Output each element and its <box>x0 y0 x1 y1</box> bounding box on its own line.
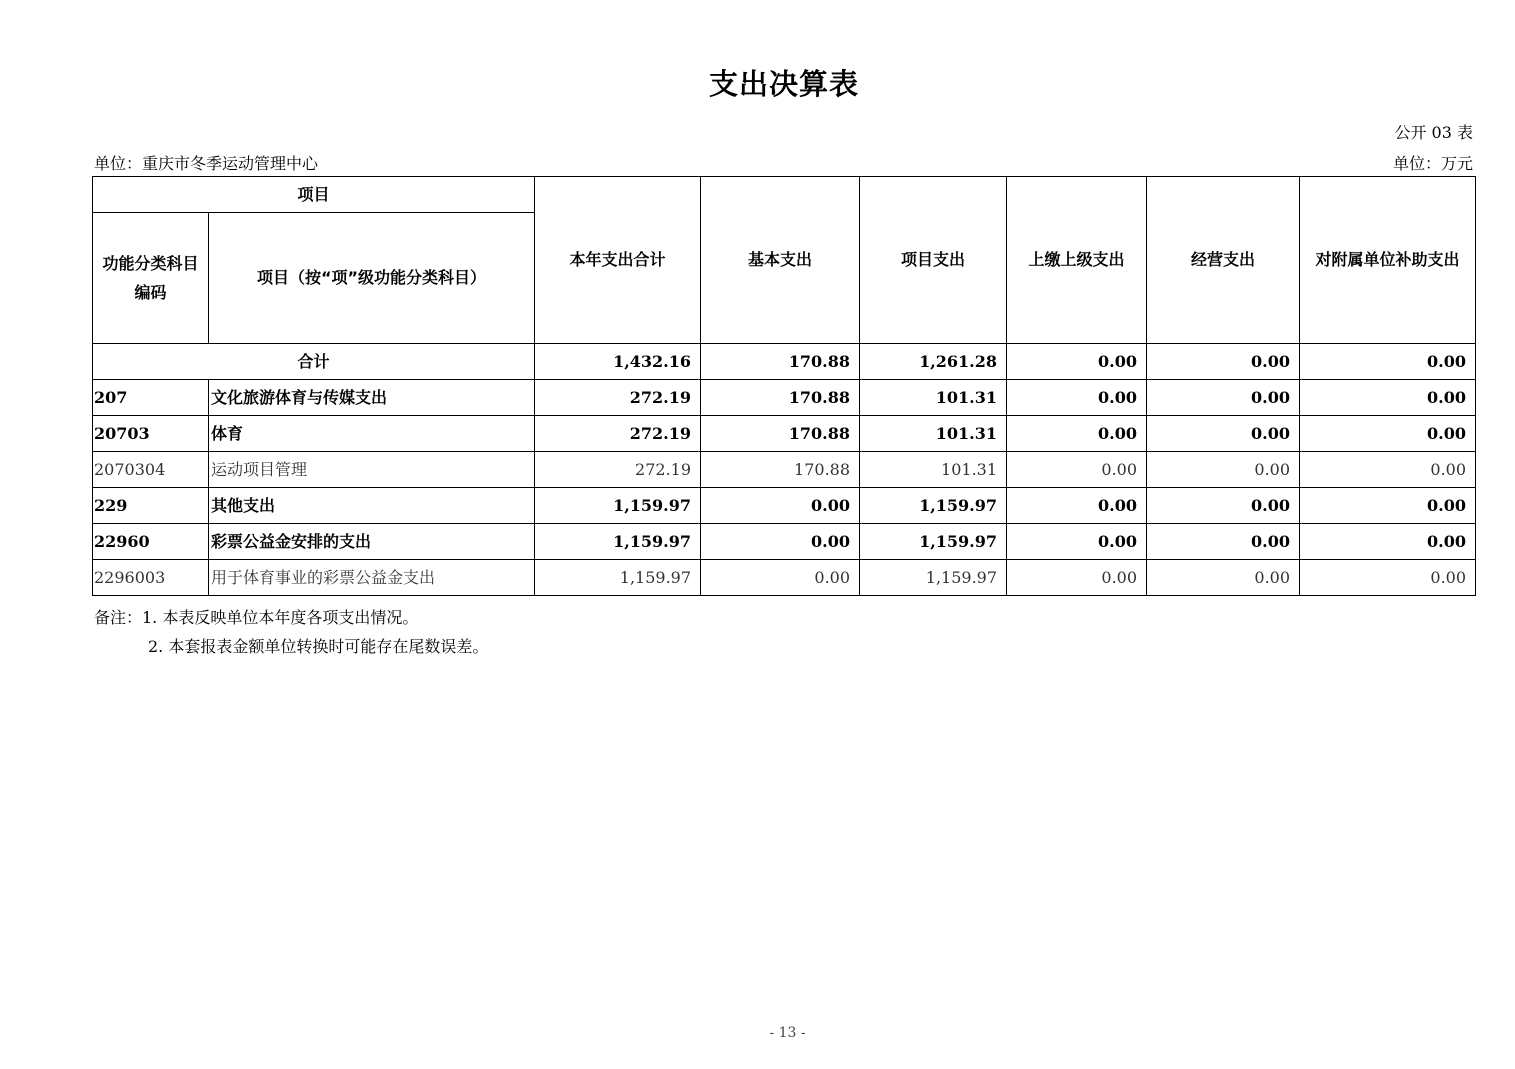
notes <box>94 603 488 661</box>
total-business: 0.00 <box>1147 344 1300 380</box>
row-name: 彩票公益金安排的支出 <box>209 524 535 560</box>
total-total: 1,432.16 <box>535 344 701 380</box>
header-upper: 上缴上级支出 <box>1007 177 1147 344</box>
row-project: 1,159.97 <box>860 560 1007 596</box>
total-upper: 0.00 <box>1007 344 1147 380</box>
row-name: 运动项目管理 <box>209 452 535 488</box>
total-label: 合计 <box>93 344 535 380</box>
row-basic: 170.88 <box>701 416 860 452</box>
row-subsidy: 0.00 <box>1300 416 1476 452</box>
expenditure-table <box>92 176 1476 596</box>
row-total: 1,159.97 <box>535 524 701 560</box>
row-name: 其他支出 <box>209 488 535 524</box>
page-title: 支出决算表 <box>708 67 859 101</box>
header-subsidy: 对附属单位补助支出 <box>1300 177 1476 344</box>
row-basic: 170.88 <box>701 452 860 488</box>
page-number: - 13 - <box>769 1025 806 1041</box>
header-row-1 <box>93 177 1476 213</box>
row-total: 1,159.97 <box>535 560 701 596</box>
total-subsidy: 0.00 <box>1300 344 1476 380</box>
row-name: 用于体育事业的彩票公益金支出 <box>209 560 535 596</box>
table-row <box>93 416 1476 452</box>
note-line-2: 2. 本套报表金额单位转换时可能存在尾数误差。 <box>148 637 489 656</box>
row-business: 0.00 <box>1147 416 1300 452</box>
table-row <box>93 452 1476 488</box>
table-row <box>93 524 1476 560</box>
row-business: 0.00 <box>1147 380 1300 416</box>
row-business: 0.00 <box>1147 452 1300 488</box>
form-code: 公开 03 表 <box>1394 123 1473 142</box>
row-upper: 0.00 <box>1007 416 1147 452</box>
row-code: 22960 <box>93 524 209 560</box>
header-basic: 基本支出 <box>701 177 860 344</box>
row-total: 272.19 <box>535 416 701 452</box>
row-upper: 0.00 <box>1007 524 1147 560</box>
row-project: 1,159.97 <box>860 488 1007 524</box>
header-project: 项目支出 <box>860 177 1007 344</box>
row-code: 2296003 <box>93 560 209 596</box>
row-project: 1,159.97 <box>860 524 1007 560</box>
row-total: 272.19 <box>535 452 701 488</box>
row-code: 2070304 <box>93 452 209 488</box>
note-line-1: 备注：1. 本表反映单位本年度各项支出情况。 <box>94 608 419 627</box>
header-business: 经营支出 <box>1147 177 1300 344</box>
total-project: 1,261.28 <box>860 344 1007 380</box>
row-project: 101.31 <box>860 416 1007 452</box>
row-basic: 0.00 <box>701 524 860 560</box>
total-row <box>93 344 1476 380</box>
unit-currency: 单位：万元 <box>1392 154 1473 173</box>
row-total: 272.19 <box>535 380 701 416</box>
unit-organization: 单位：重庆市冬季运动管理中心 <box>94 154 319 173</box>
header-name: 项目（按“项”级功能分类科目） <box>209 213 535 344</box>
total-basic: 170.88 <box>701 344 860 380</box>
row-name: 体育 <box>209 416 535 452</box>
row-basic: 0.00 <box>701 560 860 596</box>
header-total: 本年支出合计 <box>535 177 701 344</box>
row-subsidy: 0.00 <box>1300 452 1476 488</box>
row-upper: 0.00 <box>1007 380 1147 416</box>
row-project: 101.31 <box>860 380 1007 416</box>
header-project-group: 项目 <box>93 177 535 213</box>
row-subsidy: 0.00 <box>1300 560 1476 596</box>
row-subsidy: 0.00 <box>1300 488 1476 524</box>
row-subsidy: 0.00 <box>1300 524 1476 560</box>
row-business: 0.00 <box>1147 488 1300 524</box>
row-code: 229 <box>93 488 209 524</box>
row-total: 1,159.97 <box>535 488 701 524</box>
row-code: 20703 <box>93 416 209 452</box>
row-project: 101.31 <box>860 452 1007 488</box>
row-upper: 0.00 <box>1007 560 1147 596</box>
table-row <box>93 380 1476 416</box>
header-code: 功能分类科目编码 <box>93 213 209 344</box>
row-code: 207 <box>93 380 209 416</box>
row-business: 0.00 <box>1147 524 1300 560</box>
row-name: 文化旅游体育与传媒支出 <box>209 380 535 416</box>
row-subsidy: 0.00 <box>1300 380 1476 416</box>
row-upper: 0.00 <box>1007 452 1147 488</box>
row-upper: 0.00 <box>1007 488 1147 524</box>
row-basic: 0.00 <box>701 488 860 524</box>
row-basic: 170.88 <box>701 380 860 416</box>
table-row <box>93 560 1476 596</box>
row-business: 0.00 <box>1147 560 1300 596</box>
table-row <box>93 488 1476 524</box>
